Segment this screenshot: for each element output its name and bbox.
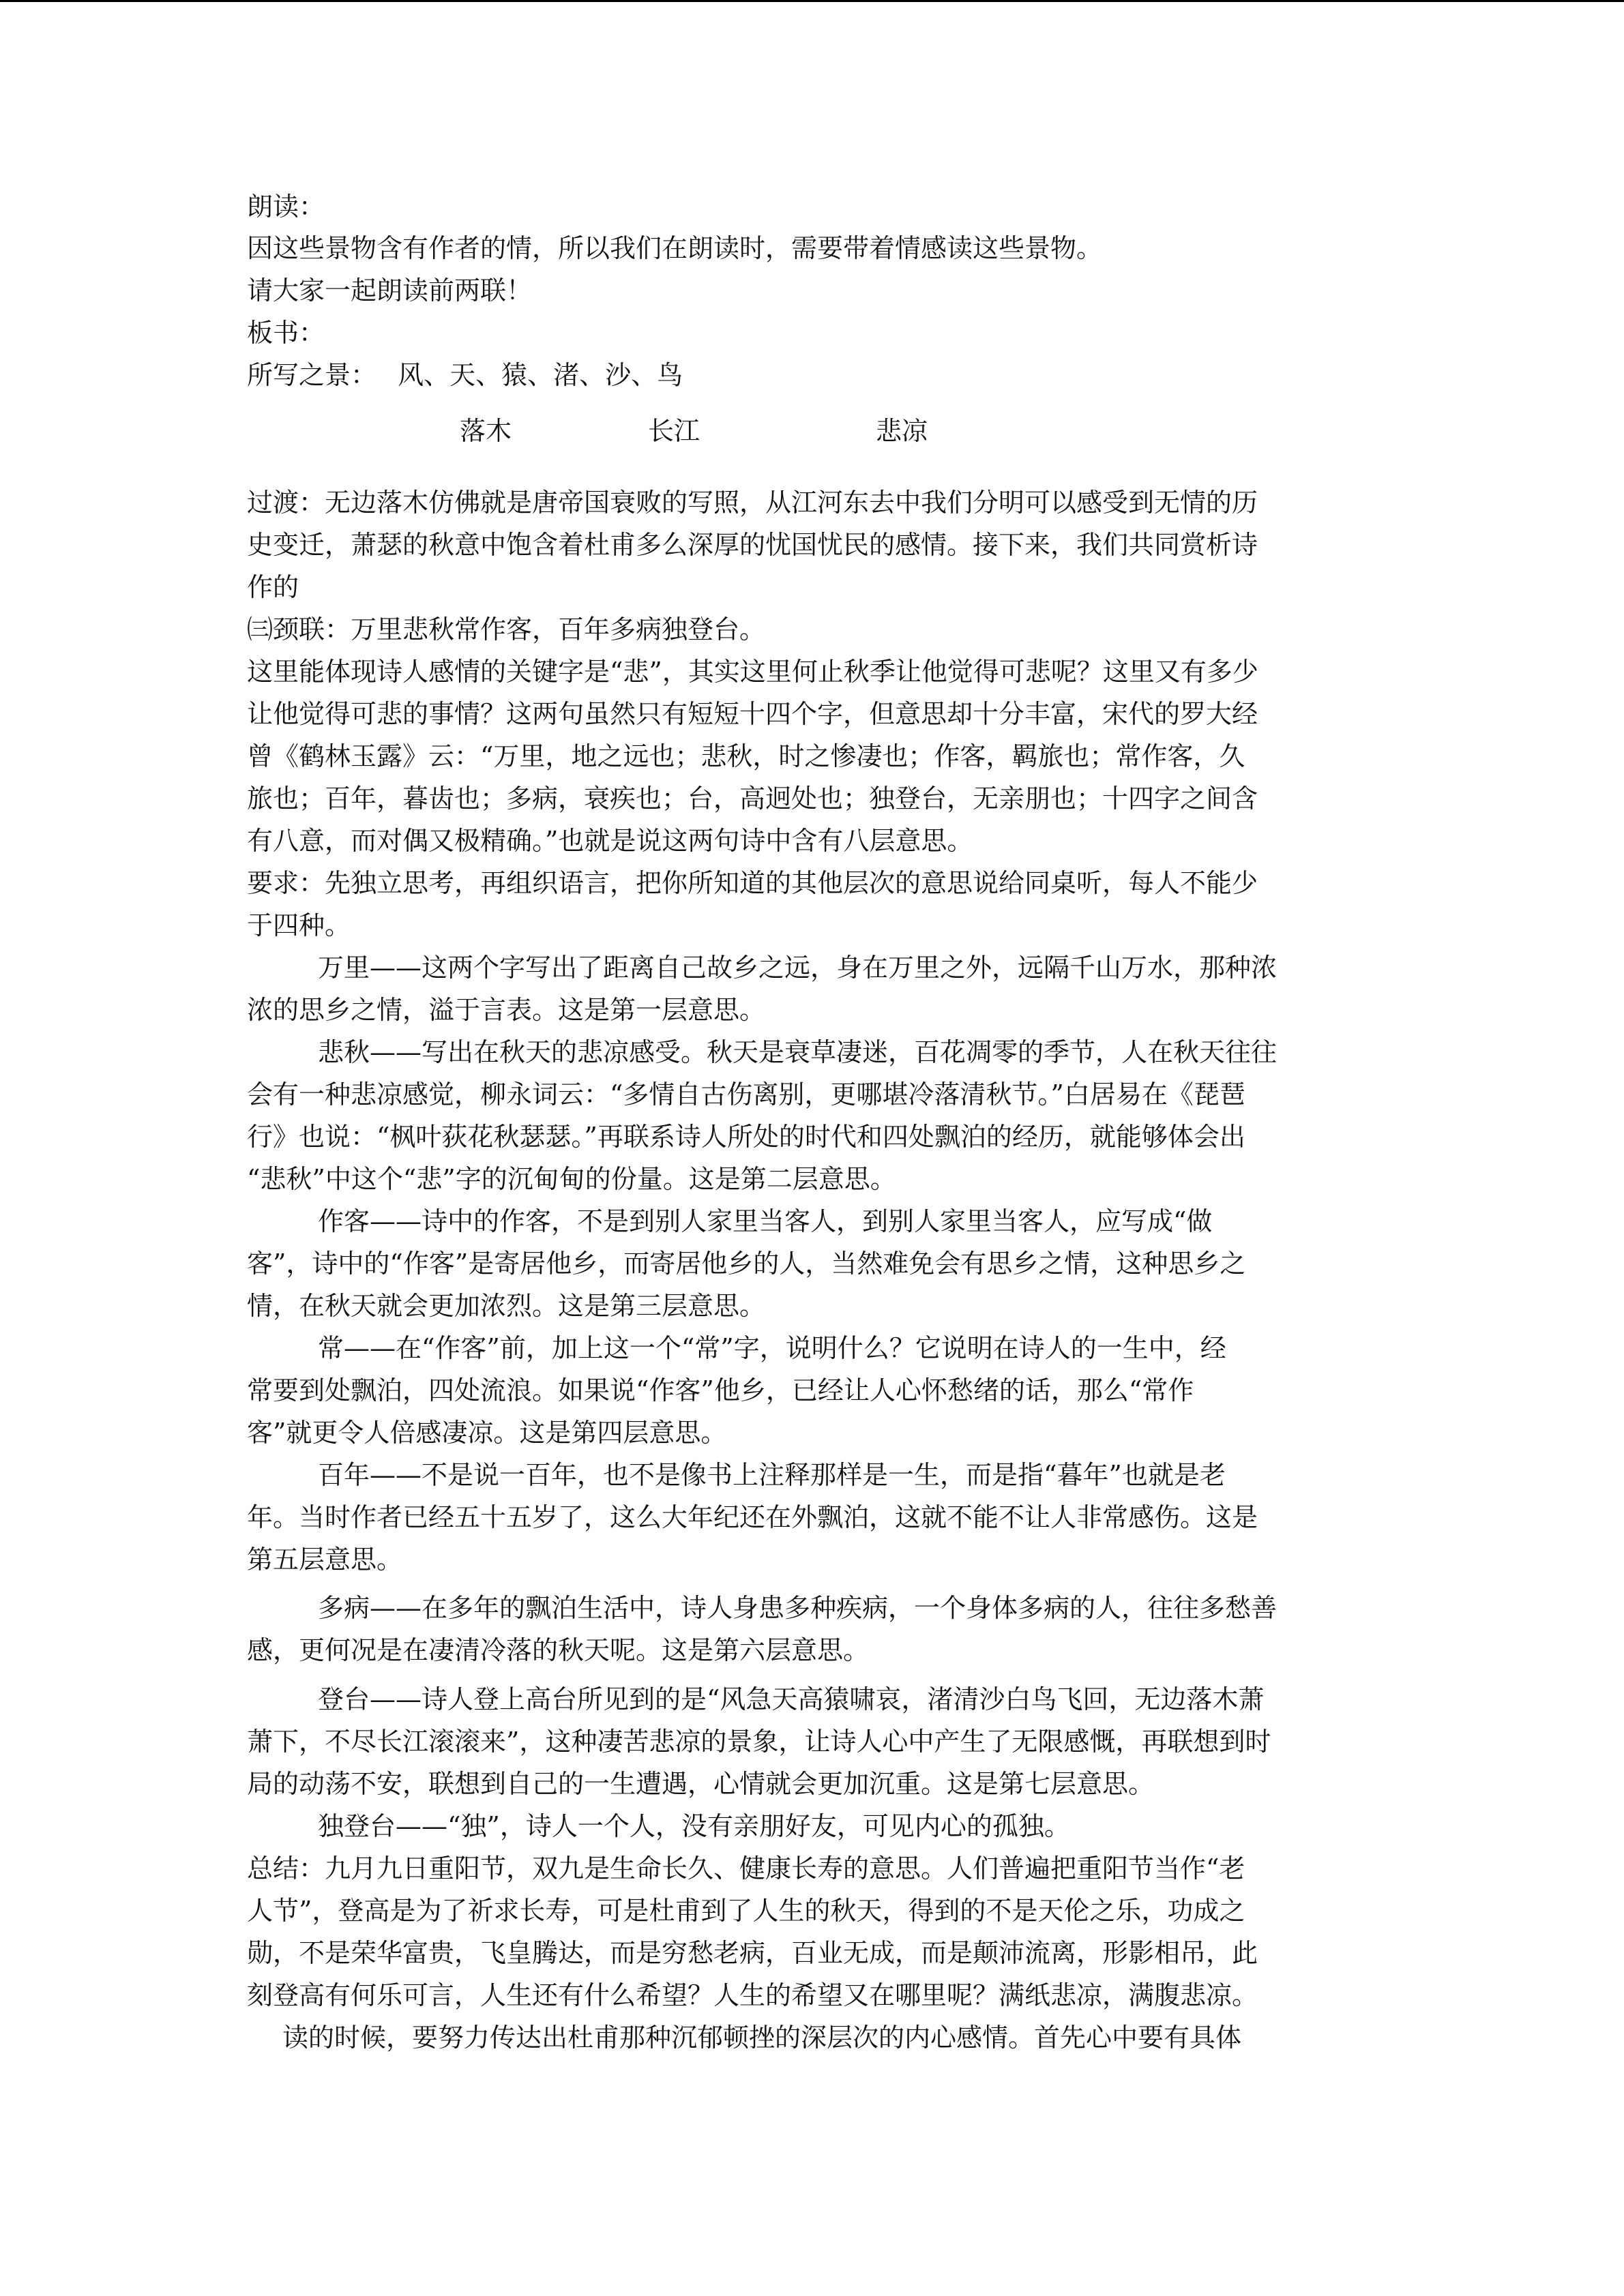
- text-line: 要求：先独立思考，再组织语言，把你所知道的其他层次的意思说给同桌听，每人不能少: [247, 868, 1258, 898]
- text-line: 独登台——“独”，诗人一个人，没有亲朋好友，可见内心的孤独。: [318, 1811, 1070, 1841]
- text-line: 因这些景物含有作者的情，所以我们在朗读时，需要带着情感读这些景物。: [247, 233, 1103, 263]
- page-top-border: [0, 0, 1624, 2]
- text-line: 登台——诗人登上高台所见到的是“风急天高猿啸哀，渚清沙白鸟飞回，无边落木萧: [318, 1684, 1265, 1714]
- text-line: 人节”，登高是为了祈求长寿，可是杜甫到了人生的秋天，得到的不是天伦之乐，功成之: [247, 1896, 1245, 1926]
- text-line: 读的时候，要努力传达出杜甫那种沉郁顿挫的深层次的内心感情。首先心中要有具体: [282, 2023, 1242, 2053]
- text-line: 第五层意思。: [247, 1545, 403, 1575]
- text-line: 年。当时作者已经五十五岁了，这么大年纪还在外飘泊，这就不能不让人非常感伤。这是: [247, 1502, 1258, 1532]
- text-line: 客”，诗中的“作客”是寄居他乡，而寄居他乡的人，当然难免会有思乡之情，这种思乡之: [247, 1249, 1246, 1279]
- text-line: 百年——不是说一百年，也不是像书上注释那样是一生，而是指“暮年”也就是老: [318, 1460, 1226, 1490]
- text-line: 浓的思乡之情，溢于言表。这是第一层意思。: [247, 995, 766, 1025]
- text-line: 客”就更令人倍感凄凉。这是第四层意思。: [247, 1418, 727, 1448]
- text-line: 所写之景： 风、天、猿、渚、沙、鸟: [247, 360, 683, 390]
- text-line: 悲秋——写出在秋天的悲凉感受。秋天是衰草凄迷，百花凋零的季节，人在秋天往往: [318, 1037, 1278, 1067]
- text-line: 情，在秋天就会更加浓烈。这是第三层意思。: [247, 1291, 766, 1321]
- text-line: 会有一种悲凉感觉，柳永词云：“多情自古伤离别，更哪堪冷落清秋节。”白居易在《琵琶: [247, 1079, 1245, 1109]
- text-line: 板书：: [247, 318, 325, 348]
- text-line: 多病——在多年的飘泊生活中，诗人身患多种疾病，一个身体多病的人，往往多愁善: [318, 1593, 1278, 1623]
- board-item-changjiang: 长江: [648, 416, 700, 446]
- text-line: 刻登高有何乐可言，人生还有什么希望？人生的希望又在哪里呢？满纸悲凉，满腹悲凉。: [247, 1980, 1258, 2010]
- board-row-2: [0, 411, 1624, 451]
- text-line: 作客——诗中的作客，不是到别人家里当客人，到别人家里当客人，应写成“做: [318, 1206, 1213, 1236]
- text-line: 萧下，不尽长江滚滚来”，这种凄苦悲凉的景象，让诗人心中产生了无限感慨，再联想到时: [247, 1727, 1271, 1757]
- board-item-beiliang: 悲凉: [876, 416, 928, 446]
- text-line: 朗读：: [247, 192, 325, 222]
- text-line: 常——在“作客”前，加上这一个“常”字，说明什么？它说明在诗人的一生中，经: [318, 1333, 1226, 1363]
- text-line: 这里能体现诗人感情的关键字是“悲”，其实这里何止秋季让他觉得可悲呢？这里又有多少: [247, 657, 1258, 687]
- text-line: 行》也说：“枫叶荻花秋瑟瑟。”再联系诗人所处的时代和四处飘泊的经历，就能够体会出: [247, 1122, 1245, 1152]
- text-line: 有八意，而对偶又极精确。”也就是说这两句诗中含有八层意思。: [247, 826, 973, 856]
- text-line: “悲秋”中这个“悲”字的沉甸甸的份量。这是第二层意思。: [247, 1164, 896, 1194]
- text-line: 常要到处飘泊，四处流浪。如果说“作客”他乡，已经让人心怀愁绪的话，那么“常作: [247, 1375, 1194, 1405]
- text-line: 于四种。: [247, 910, 351, 940]
- text-line: 总结：九月九日重阳节，双九是生命长久、健康长寿的意思。人们普遍把重阳节当作“老: [247, 1853, 1245, 1883]
- text-line: 史变迁，萧瑟的秋意中饱含着杜甫多么深厚的忧国忧民的感情。接下来，我们共同赏析诗: [247, 530, 1258, 560]
- text-line: 旅也；百年，暮齿也；多病，衰疾也；台，高迥处也；独登台，无亲朋也；十四字之间含: [247, 784, 1258, 814]
- text-line: 局的动荡不安，联想到自己的一生遭遇，心情就会更加沉重。这是第七层意思。: [247, 1769, 1155, 1799]
- text-line: 让他觉得可悲的事情？这两句虽然只有短短十四个字，但意思却十分丰富，宋代的罗大经: [247, 699, 1258, 729]
- text-line: 感，更何况是在凄清冷落的秋天呢。这是第六层意思。: [247, 1635, 870, 1665]
- board-item-luomu: 落木: [460, 416, 512, 446]
- text-line: 勋，不是荣华富贵，飞皇腾达，而是穷愁老病，百业无成，而是颠沛流离，形影相吊，此: [247, 1938, 1258, 1968]
- text-line: 曾《鹤林玉露》云：“万里，地之远也；悲秋，时之惨凄也；作客，羁旅也；常作客，久: [247, 741, 1245, 771]
- text-line: 作的: [247, 572, 299, 602]
- text-line: ㈢颈联：万里悲秋常作客，百年多病独登台。: [247, 614, 766, 644]
- text-line: 过渡：无边落木仿佛就是唐帝国衰败的写照，从江河东去中我们分明可以感受到无情的历: [247, 488, 1258, 518]
- text-line: 请大家一起朗读前两联！: [247, 275, 533, 305]
- text-line: 万里——这两个字写出了距离自己故乡之远，身在万里之外，远隔千山万水，那种浓: [318, 953, 1278, 983]
